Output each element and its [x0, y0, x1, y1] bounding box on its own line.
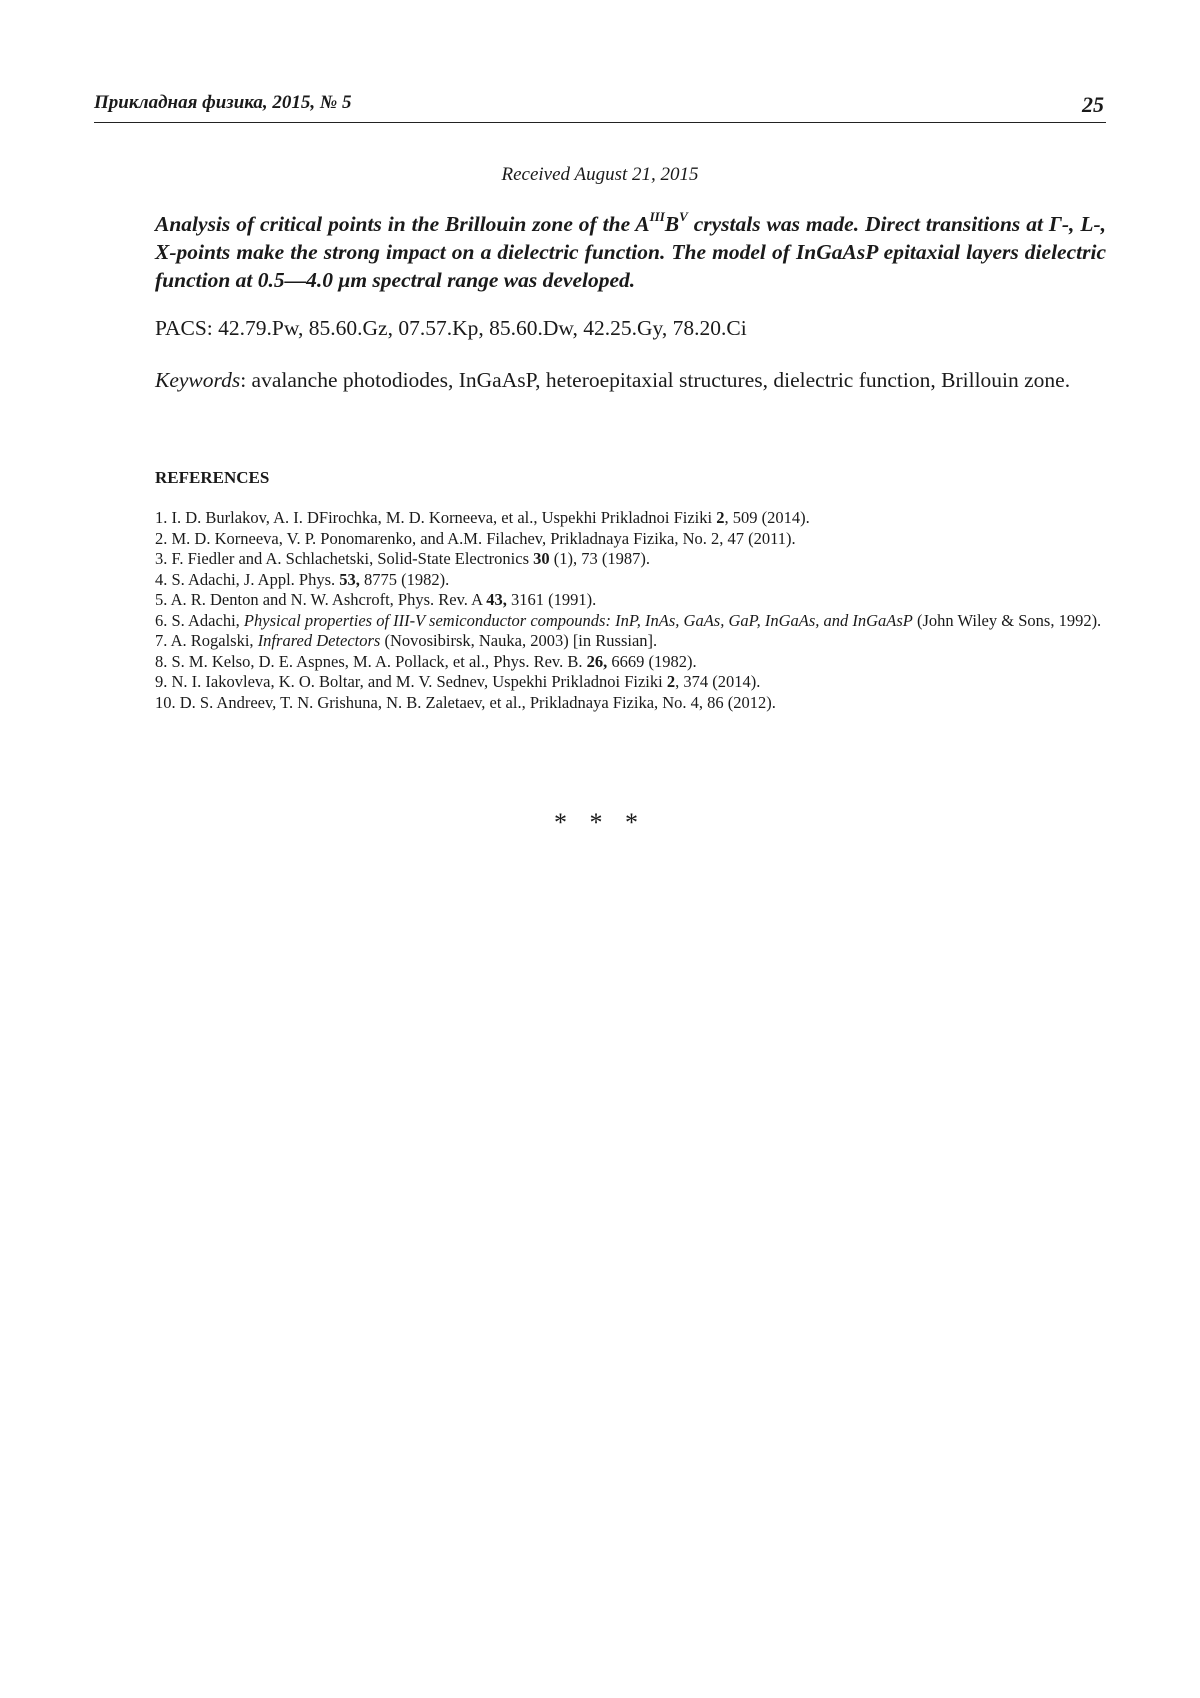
references-heading: REFERENCES	[155, 468, 270, 487]
reference-text: 6. S. Adachi,	[155, 610, 244, 630]
abstract-superscript-v: V	[679, 208, 688, 224]
journal-title: Прикладная физика, 2015, № 5	[94, 92, 352, 113]
reference-volume: 26,	[586, 651, 608, 671]
reference-text-end: 6669 (1982).	[607, 651, 697, 671]
reference-item	[155, 611, 1106, 632]
reference-item	[155, 508, 1106, 529]
reference-text-end: 3161 (1991).	[506, 590, 597, 609]
received-date: Received August 21, 2015	[501, 164, 699, 185]
keywords	[155, 368, 1070, 393]
reference-text: 9. N. I. Iakovleva, K. O. Boltar, and M. V. Sednev, Uspekhi Prikladnoi Fiziki	[155, 672, 667, 691]
abstract-superscript-iii: III	[649, 208, 665, 224]
reference-text: 5. A. R. Denton and N. W. Ashcroft, Phys. Rev. A	[155, 590, 487, 609]
reference-volume: 2	[716, 508, 725, 527]
reference-item	[155, 549, 1106, 570]
running-header	[94, 90, 1106, 123]
reference-text: 3. F. Fiedler and A. Schlachetski, Solid-State Electronics	[155, 549, 534, 568]
reference-text: 2. M. D. Korneeva, V. P. Ponomarenko, and A.M. Filachev, Prikladnaya Fizika, No. 2, 47 (2011).	[155, 528, 796, 548]
keywords-text: : avalanche photodiodes, InGaAsP, heteroepitaxial structures, dielectric function, Brillouin zone.	[240, 368, 1071, 392]
reference-item	[155, 693, 1106, 714]
reference-item	[155, 570, 1106, 591]
reference-text-end: (1), 73 (1987).	[549, 549, 650, 568]
reference-text: 4. S. Adachi, J. Appl. Phys.	[155, 569, 340, 589]
reference-item	[155, 672, 1106, 693]
page-number: 25	[1082, 92, 1104, 117]
abstract-part-2: B	[664, 212, 680, 236]
reference-item	[155, 652, 1106, 673]
section-separator: * * *	[554, 808, 646, 837]
reference-text: 8. S. M. Kelso, D. E. Aspnes, M. A. Pollack, et al., Phys. Rev. B.	[155, 651, 587, 671]
reference-text-end: , 374 (2014).	[675, 672, 761, 691]
reference-text: 10. D. S. Andreev, T. N. Grishuna, N. B. Zaletaev, et al., Prikladnaya Fizika, No. 4, 86 (2012).	[155, 692, 776, 712]
reference-text: 1. I. D. Burlakov, A. I. DFirochka, M. D. Korneeva, et al., Uspekhi Prikladnoi Fiziki	[155, 508, 717, 527]
references-list	[155, 508, 1106, 713]
reference-book-title: Physical properties of III-V semiconductor compounds: InP, InAs, GaAs, GaP, InGaAs, and InGaAsP	[243, 610, 913, 630]
abstract	[155, 210, 1106, 294]
reference-text-end: (Novosibirsk, Nauka, 2003) [in Russian].	[380, 631, 658, 650]
reference-text: 7. A. Rogalski,	[155, 631, 258, 650]
keywords-label: Keywords	[155, 368, 241, 392]
abstract-part-1: Analysis of critical points in the Brillouin zone of the A	[155, 212, 650, 236]
reference-book-title: Infrared Detectors	[257, 631, 381, 650]
reference-text-end: (John Wiley & Sons, 1992).	[912, 610, 1102, 630]
reference-volume: 43,	[486, 590, 507, 609]
abstract-part-3: crystals was made. Direct transitions at Г-, L-, X-points make the strong impact on a dielectric function. The model of InGaAsP epitaxial layers dielectric function at 0.5—4.0 μm spectral range was developed.	[155, 212, 1106, 292]
pacs-codes: PACS: 42.79.Pw, 85.60.Gz, 07.57.Kp, 85.60.Dw, 42.25.Gy, 78.20.Ci	[155, 316, 747, 340]
reference-item	[155, 590, 1106, 611]
reference-volume: 53,	[339, 569, 360, 589]
reference-item	[155, 631, 1106, 652]
reference-text-end: , 509 (2014).	[724, 508, 810, 527]
reference-item	[155, 529, 1106, 550]
reference-volume: 2	[666, 672, 676, 691]
reference-text-end: 8775 (1982).	[359, 569, 450, 589]
reference-volume: 30	[533, 549, 550, 568]
